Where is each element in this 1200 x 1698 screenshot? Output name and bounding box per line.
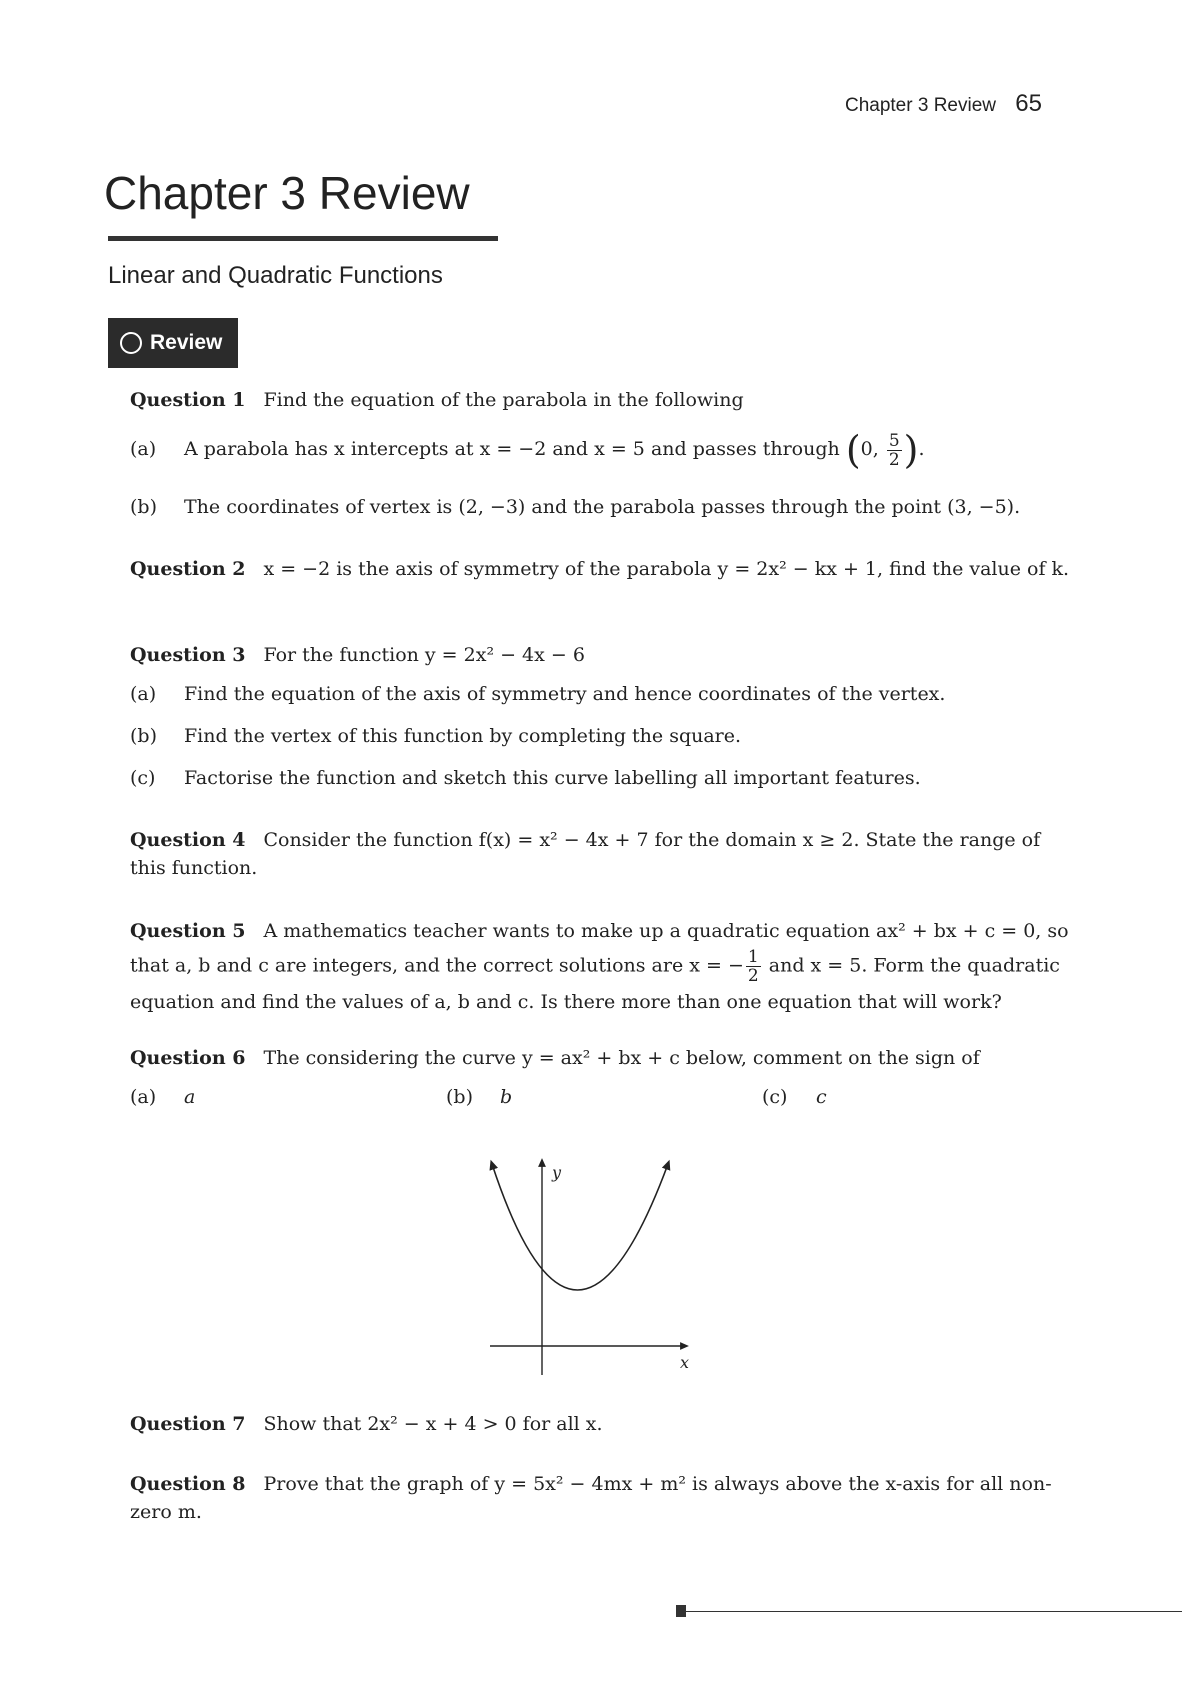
question-3b-text: Find the vertex of this function by completing the square.	[184, 725, 742, 747]
review-badge	[108, 318, 238, 368]
question-1-label: Question 1	[130, 389, 246, 411]
question-1-text: Find the equation of the parabola in the following	[263, 389, 744, 411]
title-rule	[108, 236, 498, 241]
question-6c: (c) c	[762, 1086, 827, 1108]
review-badge-label: Review	[150, 331, 223, 354]
close-paren: )	[903, 428, 919, 472]
question-1b	[130, 496, 1020, 518]
question-5	[130, 914, 1090, 1019]
point-y-fraction: $\frac{5}{2}$	[888, 430, 900, 470]
chapter-title: Chapter 3 Review	[104, 167, 470, 219]
question-3c-text: Factorise the function and sketch this curve labelling all important features.	[184, 767, 921, 789]
question-6-text: The considering the curve y = ax² + bx + c below, comment on the sign of	[263, 1047, 980, 1069]
question-4	[130, 826, 1070, 882]
question-8	[130, 1470, 1070, 1526]
question-3	[130, 641, 1070, 669]
question-3a-label: (a)	[130, 683, 157, 705]
question-3b-label: (b)	[130, 725, 157, 747]
parabola-curve	[492, 1164, 668, 1290]
question-1a-label: (a)	[130, 438, 157, 460]
question-5-line-3: equation and find the values of a, b and c. Is there more than one equation that will work?	[130, 991, 1002, 1013]
page-number: 65	[1015, 90, 1042, 117]
question-5-line-1: Question 5 A mathematics teacher wants to make up a quadratic equation ax² + bx + c = 0, so	[130, 920, 1069, 942]
running-header	[845, 90, 1042, 118]
circle-icon	[120, 332, 142, 354]
question-2	[130, 555, 1070, 583]
chapter-subtitle: Linear and Quadratic Functions	[108, 262, 443, 289]
y-axis-label: y	[552, 1163, 562, 1182]
point-x: 0,	[860, 438, 879, 460]
question-3-label: Question 3	[130, 644, 246, 666]
question-7-text: Show that 2x² − x + 4 > 0 for all x.	[263, 1413, 603, 1435]
question-2-text: x = −2 is the axis of symmetry of the parabola y = 2x² − kx + 1, find the value of k.	[263, 558, 1070, 580]
question-5-line-2: that a, b and c are integers, and the correct solutions are x = − $\frac{1}{2}$ and x = 5. Form the quadratic	[130, 947, 1060, 986]
question-2-label: Question 2	[130, 558, 246, 580]
question-4-text: Consider the function f(x) = x² − 4x + 7 for the domain x ≥ 2. State the range of this function.	[130, 829, 1041, 879]
question-3c	[130, 767, 921, 789]
question-4-label: Question 4	[130, 829, 246, 851]
question-3c-label: (c)	[130, 767, 156, 789]
question-1	[130, 386, 1070, 414]
footer-rule	[686, 1611, 1182, 1612]
question-6	[130, 1044, 1090, 1072]
question-1a-text: A parabola has x intercepts at x = −2 and x = 5 and passes through	[184, 438, 840, 460]
question-7-label: Question 7	[130, 1413, 246, 1435]
question-3b	[130, 725, 741, 747]
question-8-label: Question 8	[130, 1473, 246, 1495]
question-7	[130, 1410, 1070, 1438]
question-6-label: Question 6	[130, 1047, 246, 1069]
running-title: Chapter 3 Review	[844, 95, 997, 116]
question-1b-text: The coordinates of vertex is (2, −3) and the parabola passes through the point (3, −5).	[184, 496, 1021, 518]
question-6a: (a) a	[130, 1086, 196, 1108]
open-paren: (	[845, 428, 861, 472]
parabola-graph	[480, 1150, 710, 1380]
question-3-text: For the function y = 2x² − 4x − 6	[263, 644, 585, 666]
footer-marker	[676, 1605, 686, 1617]
question-3a	[130, 683, 945, 705]
x-axis-label: x	[680, 1353, 690, 1372]
question-5-label: Question 5	[130, 920, 246, 942]
question-6b: (b) b	[446, 1086, 513, 1108]
question-1b-label: (b)	[130, 496, 157, 518]
question-8-text: Prove that the graph of y = 5x² − 4mx + m² is always above the x-axis for all non-zero m.	[130, 1473, 1052, 1523]
question-3a-text: Find the equation of the axis of symmetry and hence coordinates of the vertex.	[184, 683, 946, 705]
question-1a: (a) A parabola has x intercepts at x = −2 and x = 5 and passes through (0, $\frac{5}{2}$ ).	[130, 428, 925, 472]
fraction-one-half: $\frac{1}{2}$	[747, 947, 759, 986]
